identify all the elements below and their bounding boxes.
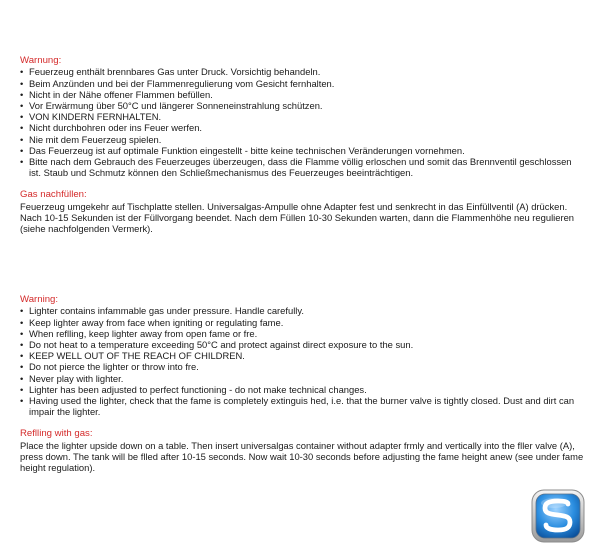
list-item: • Feuerzeug enthält brennbares Gas unter Druck. Vorsichtig behandeln. — [20, 66, 585, 77]
english-warning-heading: Warning: — [20, 294, 59, 305]
list-item: • Do not heat to a temperature exceeding 50°C and protect against direct exposure to the sun. — [20, 339, 585, 350]
list-item: • Keep lighter away from face when igniting or regulating fame. — [20, 317, 585, 328]
list-item: • KEEP WELL OUT OF THE REACH OF CHILDREN. — [20, 350, 585, 361]
list-item: • Bitte nach dem Gebrauch des Feuerzeuges überzeugen, dass die Flamme völlig erloschen und somit das Brennventil geschlossen ist. Staub und Schmutz können den Schließmechanismus des Feuerzeuges beeinträchtigen. — [20, 156, 585, 178]
english-refill-text: Place the lighter upside down on a table. Then insert universalgas container without adapter frmly and vertically into the fller valve (A), press down. The tank will be flled after 10-15 seconds. Now wait 10-30 seconds before adjusting the fame height anew (see under fame height regulation). — [20, 439, 584, 474]
list-item: • Do not pierce the lighter or throw into fre. — [20, 361, 585, 372]
list-item: • Beim Anzünden und bei der Flammenregulierung vom Gesicht fernhalten. — [20, 78, 585, 89]
list-item: • Lighter has been adjusted to perfect functioning - do not make technical changes. — [20, 384, 585, 395]
list-item: • When reflling, keep lighter away from open fame or fre. — [20, 328, 585, 339]
list-item: • Nicht durchbohren oder ins Feuer werfen. — [20, 122, 585, 133]
english-section — [20, 294, 585, 473]
list-item: • Vor Erwärmung über 50°C und längerer Sonneneinstrahlung schützen. — [20, 100, 585, 111]
english-refill-heading: Reflling with gas: — [20, 428, 93, 440]
list-item: • Das Feuerzeug ist auf optimale Funktion eingestellt - bitte keine technischen Veränderungen vornehmen. — [20, 145, 585, 156]
list-item: • Nie mit dem Feuerzeug spielen. — [20, 134, 585, 145]
s-logo-icon — [531, 489, 585, 543]
english-warning-list — [20, 305, 585, 417]
list-item: • VON KINDERN FERNHALTEN. — [20, 111, 585, 122]
list-item: • Nicht in der Nähe offener Flammen befüllen. — [20, 89, 585, 100]
german-section — [20, 55, 585, 234]
list-item: • Having used the lighter, check that the fame is completely extinguis hed, i.e. that the burner valve is tightly closed. Dust and dirt can impair the lighter. — [20, 395, 585, 417]
german-warning-list — [20, 66, 585, 178]
list-item: • Lighter contains infammable gas under pressure. Handle carefully. — [20, 305, 585, 316]
german-warning-heading: Warnung: — [20, 55, 62, 66]
list-item: • Never play with lighter. — [20, 373, 585, 384]
german-refill-text: Feuerzeug umgekehr auf Tischplatte stellen. Universalgas-Ampulle ohne Adapter fest und senkrecht in das Einfüllventil (A) drücken. Nach 10-15 Sekunden ist der Füllvorgang beendet. Nach dem Füllen 10-30 Sekunden warten, dann die Flammenhöhe neu regulieren (siehe nachfolgenden Vermerk). — [20, 200, 574, 235]
german-refill-heading: Gas nachfüllen: — [20, 189, 87, 201]
